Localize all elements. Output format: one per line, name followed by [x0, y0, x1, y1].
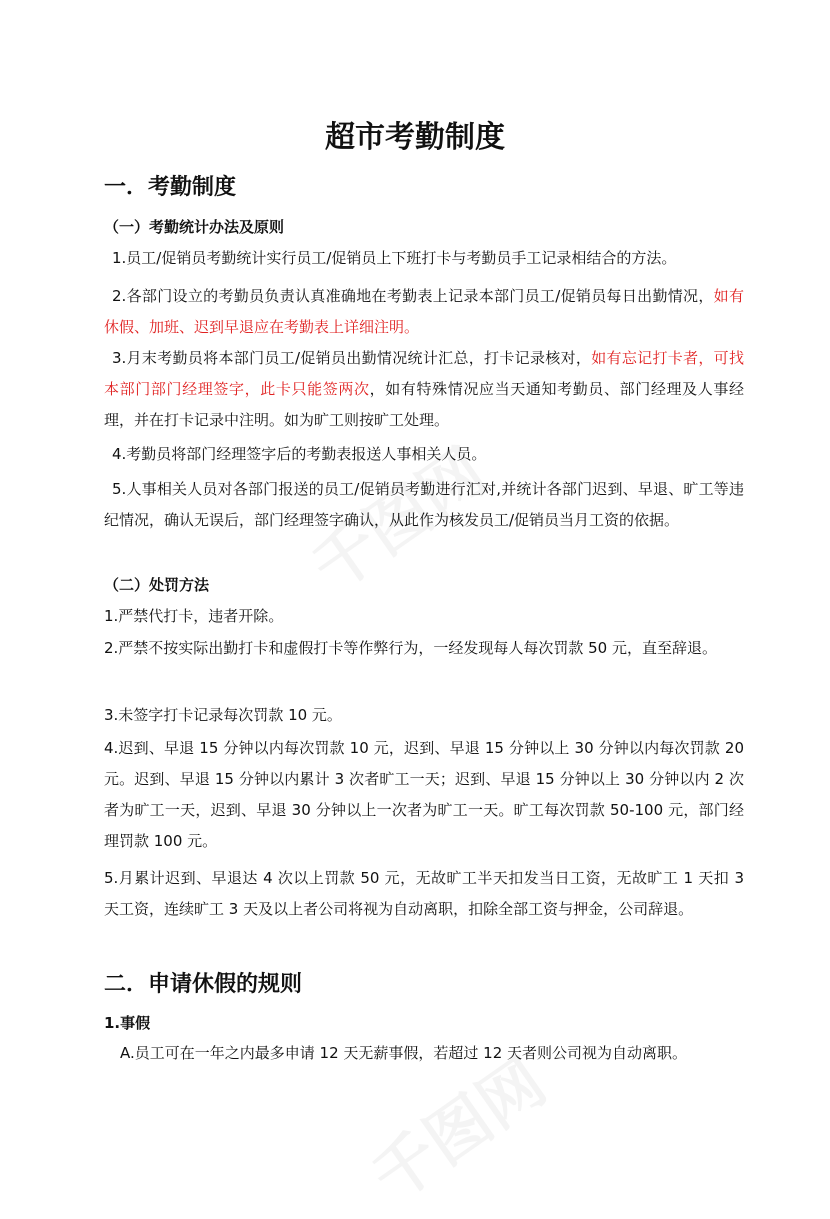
paragraph-item: 3.未签字打卡记录每次罚款 10 元。 — [104, 706, 342, 724]
highlight-text: 如有休假、加班、迟到早退应在考勤表上详细注明。 — [104, 287, 744, 336]
paragraph-item — [104, 343, 744, 436]
subsection-heading-statistics: （一）考勤统计办法及原则 — [104, 218, 285, 236]
paragraph-item: 1.员工/促销员考勤统计实行员工/促销员上下班打卡与考勤员手工记录相结合的方法。 — [112, 249, 677, 267]
subsection-heading-personal-leave: 1.事假 — [104, 1014, 151, 1032]
paragraph-text: ，如有特殊情况应当天通知考勤员、部门经理及人事经理，并在打卡记录中注明。如为旷工则按旷工处理。 — [104, 380, 744, 429]
highlight-text: 如有忘记打卡者，可找本部门部门经理签字，此卡只能签两次 — [104, 349, 744, 398]
paragraph-item: 2.严禁不按实际出勤打卡和虚假打卡等作弊行为，一经发现每人每次罚款 50 元，直至辞退。 — [104, 639, 717, 657]
paragraph-item: A.员工可在一年之内最多申请 12 天无薪事假，若超过 12 天者则公司视为自动离职。 — [120, 1044, 688, 1062]
paragraph-item: 5.月累计迟到、早退达 4 次以上罚款 50 元，无故旷工半天扣发当日工资，无故旷工 1 天扣 3 天工资，连续旷工 3 天及以上者公司将视为自动离职，扣除全部工资与押金，公司辞退。 — [104, 869, 744, 918]
paragraph-item: 1.严禁代打卡，违者开除。 — [104, 607, 284, 625]
subsection-heading-penalties: （二）处罚方法 — [104, 576, 210, 594]
paragraph-item: 4.考勤员将部门经理签字后的考勤表报送人事相关人员。 — [112, 445, 487, 463]
page-title: 超市考勤制度 — [325, 120, 505, 155]
paragraph-text: 3.月末考勤员将本部门员工/促销员出勤情况统计汇总，打卡记录核对， — [112, 349, 592, 367]
paragraph-item — [104, 281, 744, 343]
section-heading-attendance: 一．考勤制度 — [104, 175, 237, 200]
paragraph-text: 2.各部门设立的考勤员负责认真准确地在考勤表上记录本部门员工/促销员每日出勤情况， — [112, 287, 714, 305]
section-heading-leave: 二．申请休假的规则 — [104, 972, 303, 997]
paragraph-item: 5.人事相关人员对各部门报送的员工/促销员考勤进行汇对,并统计各部门迟到、早退、旷工等违纪情况，确认无误后，部门经理签字确认，从此作为核发员工/促销员当月工资的依据。 — [104, 480, 744, 529]
paragraph-item: 4.迟到、早退 15 分钟以内每次罚款 10 元，迟到、早退 15 分钟以上 30 分钟以内每次罚款 20 元。迟到、早退 15 分钟以内累计 3 次者旷工一天；迟到、早退 15 分钟以上 30 分钟以内 2 次者为旷工一天，迟到、早退 30 分钟以上一次者为旷工一天。旷工每次罚款 50-100 元，部门经理罚款 100 元。 — [104, 739, 744, 850]
